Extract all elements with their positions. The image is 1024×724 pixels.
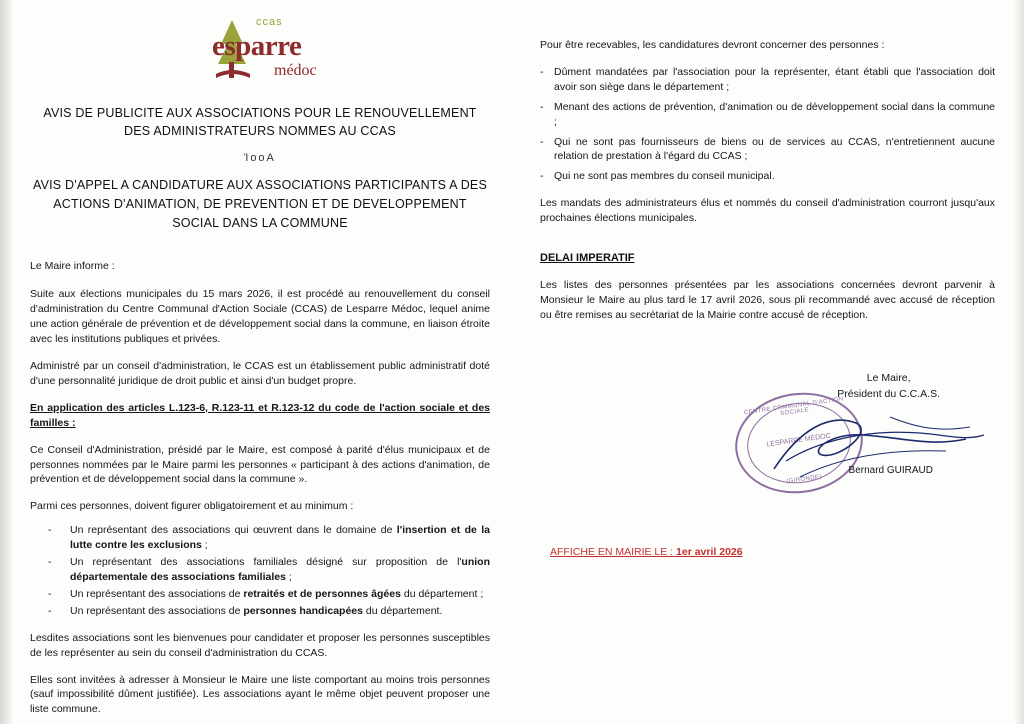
paragraph-5: Lesdites associations sont les bienvenues pour candidater et proposer les personnes susceptibles de les représenter au sein du conseil d'administration du CCAS.: [30, 631, 490, 659]
logo-ccas-label: ccas: [256, 16, 283, 28]
list-item: - Menant des actions de prévention, d'animation ou de développement social dans la commune ;: [540, 100, 995, 130]
paragraph-3: Ce Conseil d'Administration, présidé par le Maire, est composé à parité d'élus municipaux et de personnes nommées par le Maire parmi les personnes « participant à des actions d'animation, de prévention et de développement social dans la commune ».: [30, 443, 490, 486]
list-item: - Qui ne sont pas fournisseurs de biens ou de services au CCAS, n'entretiennent aucune relation de prestation à l'égard du CCAS ;: [540, 135, 995, 165]
posting-date: 1er avril 2026: [676, 545, 743, 558]
signature-line-1: Le Maire,: [866, 371, 911, 384]
page-subtitle: AVIS D'APPEL A CANDIDATURE AUX ASSOCIATIONS PARTICIPANTS A DES ACTIONS D'ANIMATION, DE PREVENTION ET DE DEVELOPPEMENT SOCIAL DANS LA COMMUNE: [32, 178, 488, 230]
conditions-intro: Pour être recevables, les candidatures devront concerner des personnes :: [540, 39, 885, 51]
required-members-list: [30, 523, 490, 618]
signer-name: Bernard GUIRAUD: [848, 464, 933, 476]
legal-reference: En application des articles L.123-6, R.123-11 et R.123-12 du code de l'action sociale et des familles :: [30, 401, 490, 429]
posting-notice: [550, 546, 743, 558]
conditions-list: [540, 65, 995, 184]
paragraph-2: Administré par un conseil d'administration, le CCAS est un établissement public administratif doté d'une personnalité juridique de droit public et ainsi d'un budget propre.: [30, 360, 490, 387]
paragraph-6: Elles sont invitées à adresser à Monsieur le Maire une liste comportant au moins trois personnes (sauf impossibilité dûment justifiée). Les associations ayant le même objet peuvent proposer une liste commune.: [30, 673, 490, 716]
delai-heading: DELAI IMPERATIF: [540, 252, 635, 265]
bullet-emphasis: personnes handicapées: [243, 604, 363, 617]
handwritten-signature-icon: [770, 399, 1000, 491]
signature-line-2: Président du C.C.A.S.: [837, 387, 940, 400]
list-item: - Un représentant des associations de retraités et de personnes âgées du département ;: [42, 587, 490, 602]
signature-block: [540, 371, 995, 558]
list-item: - Un représentant des associations familiales désigné sur proposition de l'union départementale des associations familiales ;: [42, 555, 490, 585]
list-item: - Un représentant des associations qui œuvrent dans le domaine de l'insertion et de la lutte contre les exclusions ;: [42, 523, 490, 553]
ornament-divider: ΊοοΑ: [244, 152, 276, 165]
right-column: [540, 38, 995, 558]
ccas-logo: [30, 14, 490, 90]
stamp-bottom-text: (GIRONDE): [786, 473, 823, 485]
list-item: - Un représentant des associations de personnes handicapées du département.: [42, 604, 490, 619]
logo-subtitle: médoc: [274, 62, 317, 79]
posting-label: AFFICHE EN MAIRIE LE :: [550, 545, 674, 558]
left-column: [30, 8, 490, 724]
bullet-emphasis: union départementale des associations familiales: [70, 556, 490, 583]
paragraph-4: Parmi ces personnes, doivent figurer obligatoirement et au minimum :: [30, 500, 354, 513]
bullet-emphasis: l'insertion et de la lutte contre les exclusions: [70, 524, 491, 552]
bullet-emphasis: retraités et de personnes âgées: [243, 587, 401, 600]
mandates-paragraph: Les mandats des administrateurs élus et nommés du conseil d'administration courront jusqu'aux prochaines élections municipales.: [540, 197, 995, 225]
list-item: - Qui ne sont pas membres du conseil municipal.: [540, 169, 995, 184]
stamp-middle-text: LESPARRE MÉDOC: [766, 432, 832, 449]
logo-name: esparre: [212, 30, 302, 62]
lead-text: Le Maire informe :: [30, 259, 115, 272]
paragraph-1: Suite aux élections municipales du 15 mars 2026, il est procédé au renouvellement du conseil d'administration du Centre Communal d'Action Sociale (CCAS) de Lesparre Médoc, lequel anime une action générale de prévention et de développement social dans la commune, en liaison étroite avec les institutions publiques et privées.: [30, 288, 490, 346]
list-item: - Dûment mandatées par l'association pour la représenter, étant établi que l'association doit avoir son siège dans le département ;: [540, 65, 995, 95]
page-title: AVIS DE PUBLICITE AUX ASSOCIATIONS POUR LE RENOUVELLEMENT DES ADMINISTRATEURS NOMMES AU CCAS: [43, 106, 477, 139]
stamp-top-text: CENTRE COMMUNAL D'ACTION SOCIALE: [743, 396, 845, 418]
delai-paragraph: Les listes des personnes présentées par les associations concernées devront parvenir à Monsieur le Maire au plus tard le 17 avril 2026, sous pli recommandé avec accusé de réception ou être remises au secrétariat de la Mairie contre accusé de réception.: [540, 279, 995, 321]
